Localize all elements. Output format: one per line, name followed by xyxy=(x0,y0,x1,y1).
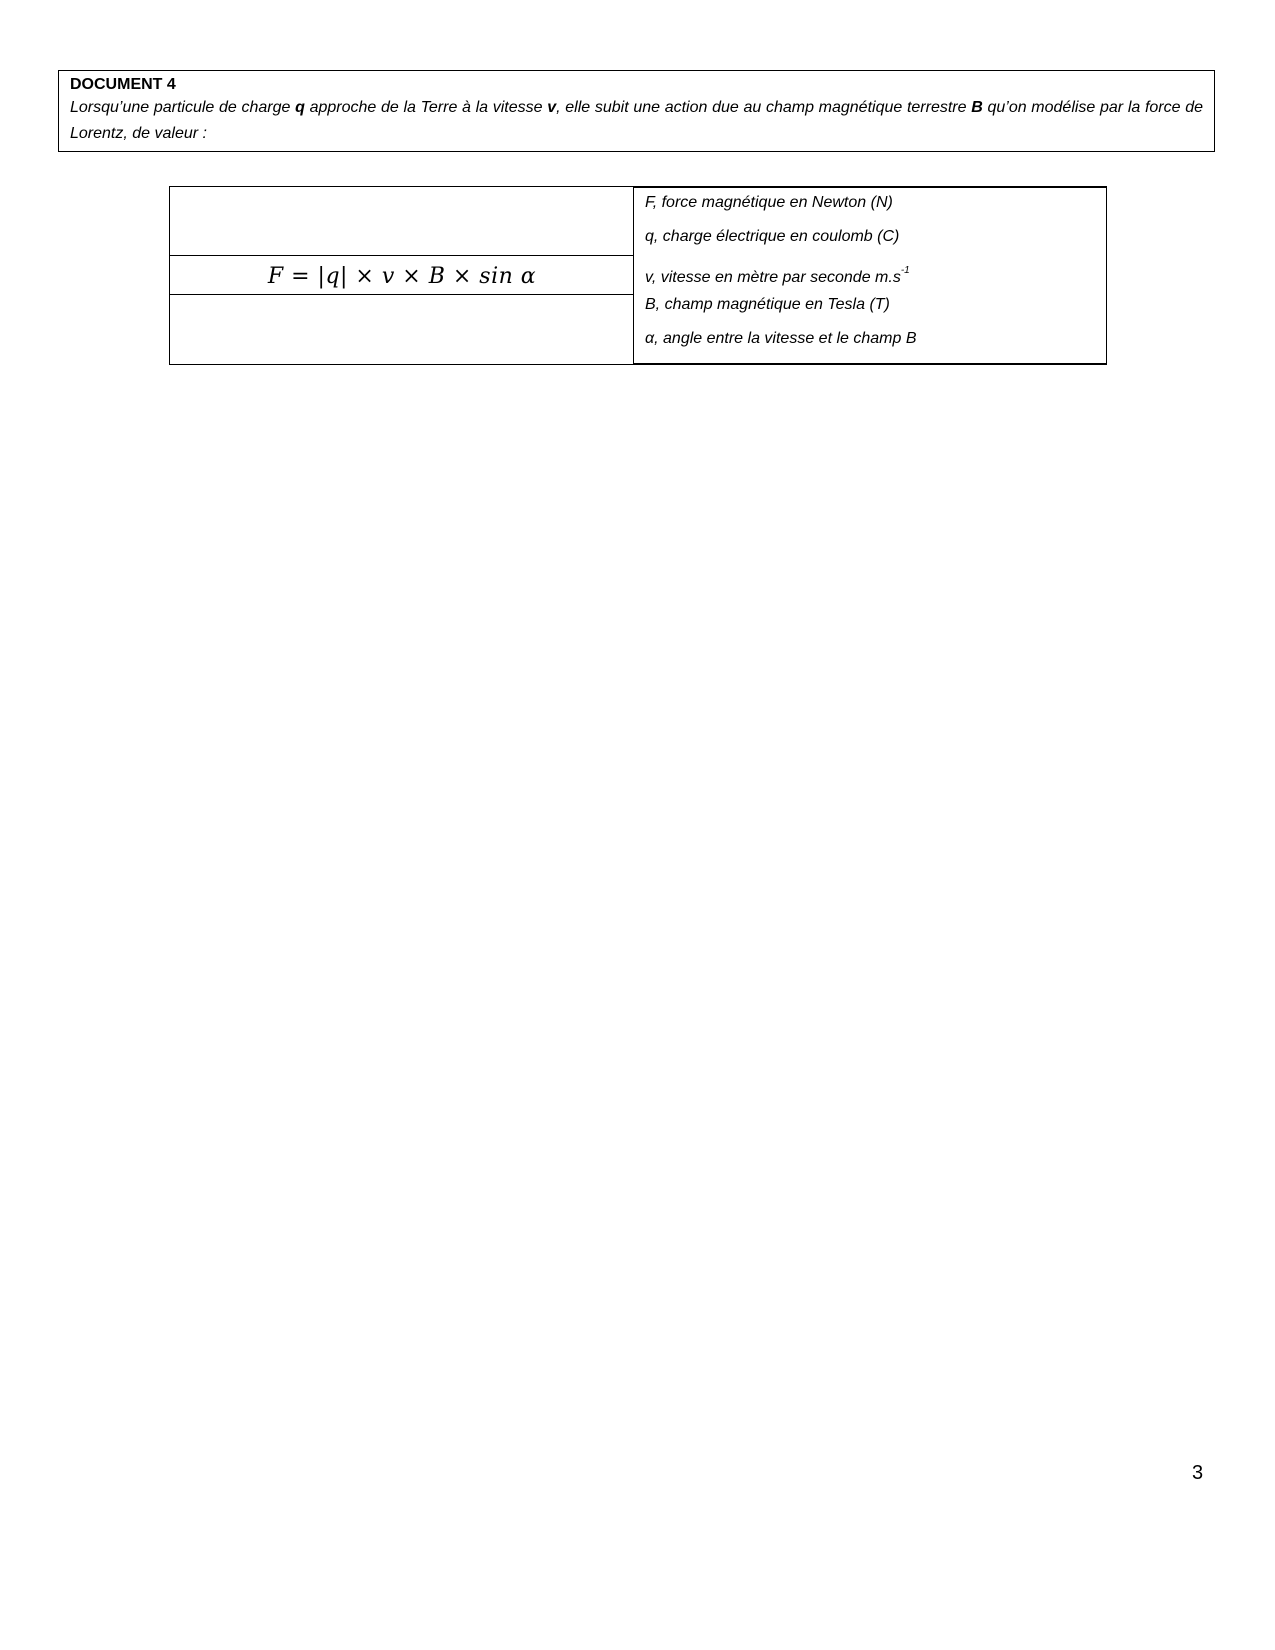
lorentz-formula: F = |q| × v × B × sin α xyxy=(267,263,537,289)
legend-text: α, angle entre la vitesse et le champ B xyxy=(645,330,917,347)
document-box xyxy=(58,70,1215,152)
intro-text-2: approche de la Terre à la vitesse xyxy=(304,99,548,116)
intro-var-q: q xyxy=(295,99,305,116)
document-title: DOCUMENT 4 xyxy=(70,76,176,93)
intro-text-1: Lorsqu’une particule de charge xyxy=(70,99,296,116)
legend-text: q, charge électrique en coulomb (C) xyxy=(645,228,900,245)
legend-cell xyxy=(633,186,1107,365)
legend-text: F, force magnétique en Newton (N) xyxy=(645,194,893,211)
legend-superscript: -1 xyxy=(900,265,910,276)
formula-table xyxy=(169,186,1107,366)
row-divider-top xyxy=(170,255,633,256)
intro-text-4: qu’on modélise par la force de Lorentz, de valeur : xyxy=(70,99,1204,142)
legend-text: v, vitesse en mètre par seconde m.s xyxy=(645,269,901,286)
legend-item-angle xyxy=(645,326,1106,360)
legend-item-force xyxy=(645,190,1106,224)
intro-var-v: v xyxy=(547,99,557,116)
legend-item-velocity xyxy=(645,258,1106,292)
formula-cell xyxy=(169,186,633,365)
document-intro xyxy=(70,95,1203,147)
legend-item-charge xyxy=(645,224,1106,258)
intro-var-b: B xyxy=(971,99,983,116)
intro-text-3: , elle subit une action due au champ magnétique terrestre xyxy=(556,99,972,116)
page-number: 3 xyxy=(1192,1462,1204,1484)
legend-item-field xyxy=(645,292,1106,326)
legend-text: B, champ magnétique en Tesla (T) xyxy=(645,296,890,313)
